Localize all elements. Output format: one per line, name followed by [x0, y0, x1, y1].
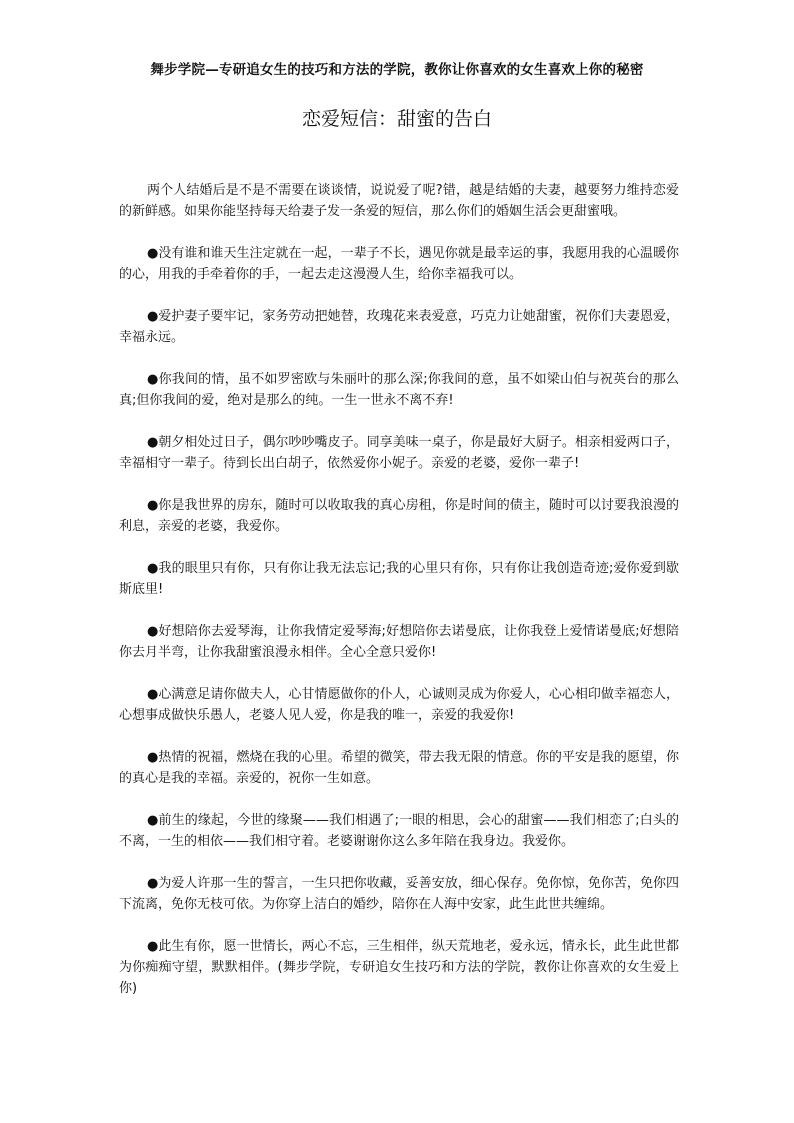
message-paragraph: ●此生有你，愿一世情长，两心不忘，三生相伴，纵天荒地老，爱永远，情永长，此生此世都为你痴痴守望，默默相伴。(舞步学院，专研追女生技巧和方法的学院，教你让你喜欢的女生爱上你) — [119, 939, 679, 996]
message-paragraph: ●爱护妻子要牢记，家务劳动把她替，玫瑰花来表爱意，巧克力让她甜蜜，祝你们夫妻恩爱，幸福永远。 — [119, 309, 679, 345]
page-title: 恋爱短信：甜蜜的告白 — [301, 108, 492, 130]
article-body — [119, 180, 679, 1020]
page-header: 舞步学院—专研追女生的技巧和方法的学院，教你让你喜欢的女生喜欢上你的秘密 — [150, 62, 644, 78]
message-paragraph: ●为爱人许那一生的誓言，一生只把你收藏，妥善安放，细心保存。免你惊，免你苦，免你四下流离，免你无枝可依。为你穿上洁白的婚纱，陪你在人海中安家，此生此世共缠绵。 — [119, 876, 679, 912]
message-paragraph: ●朝夕相处过日子，偶尔吵吵嘴皮子。同享美味一桌子，你是最好大厨子。相亲相爱两口子，幸福相守一辈子。待到长出白胡子，依然爱你小妮子。亲爱的老婆，爱你一辈子! — [119, 435, 679, 471]
message-paragraph: ●我的眼里只有你，只有你让我无法忘记;我的心里只有你，只有你让我创造奇迹;爱你爱到歇斯底里! — [119, 561, 679, 597]
message-paragraph: ●你是我世界的房东，随时可以收取我的真心房租，你是时间的债主，随时可以讨要我浪漫的利息，亲爱的老婆，我爱你。 — [119, 498, 679, 534]
message-paragraph: ●没有谁和谁天生注定就在一起，一辈子不长，遇见你就是最幸运的事，我愿用我的心温暖你的心，用我的手牵着你的手，一起去走这漫漫人生，给你幸福我可以。 — [119, 246, 679, 282]
message-paragraph: ●心满意足请你做夫人，心甘情愿做你的仆人，心诚则灵成为你爱人，心心相印做幸福恋人，心想事成做快乐愚人，老婆人见人爱，你是我的唯一，亲爱的我爱你! — [119, 687, 679, 723]
message-paragraph: ●热情的祝福，燃烧在我的心里。希望的微笑，带去我无限的情意。你的平安是我的愿望，你的真心是我的幸福。亲爱的，祝你一生如意。 — [119, 750, 679, 786]
message-paragraph: ●前生的缘起，今世的缘聚——我们相遇了;一眼的相思，会心的甜蜜——我们相恋了;白头的不离，一生的相依——我们相守着。老婆谢谢你这么多年陪在我身边。我爱你。 — [119, 813, 679, 849]
message-paragraph: ●你我间的情，虽不如罗密欧与朱丽叶的那么深;你我间的意，虽不如梁山伯与祝英台的那么真;但你我间的爱，绝对是那么的纯。一生一世永不离不弃! — [119, 372, 679, 408]
message-paragraph: ●好想陪你去爱琴海，让你我情定爱琴海;好想陪你去诺曼底，让你我登上爱情诺曼底;好想陪你去月半弯，让你我甜蜜浪漫永相伴。全心全意只爱你! — [119, 624, 679, 660]
intro-paragraph: 两个人结婚后是不是不需要在谈谈情，说说爱了呢?错，越是结婚的夫妻，越要努力维持恋爱的新鲜感。如果你能坚持每天给妻子发一条爱的短信，那么你们的婚姻生活会更甜蜜哦。 — [119, 183, 679, 219]
